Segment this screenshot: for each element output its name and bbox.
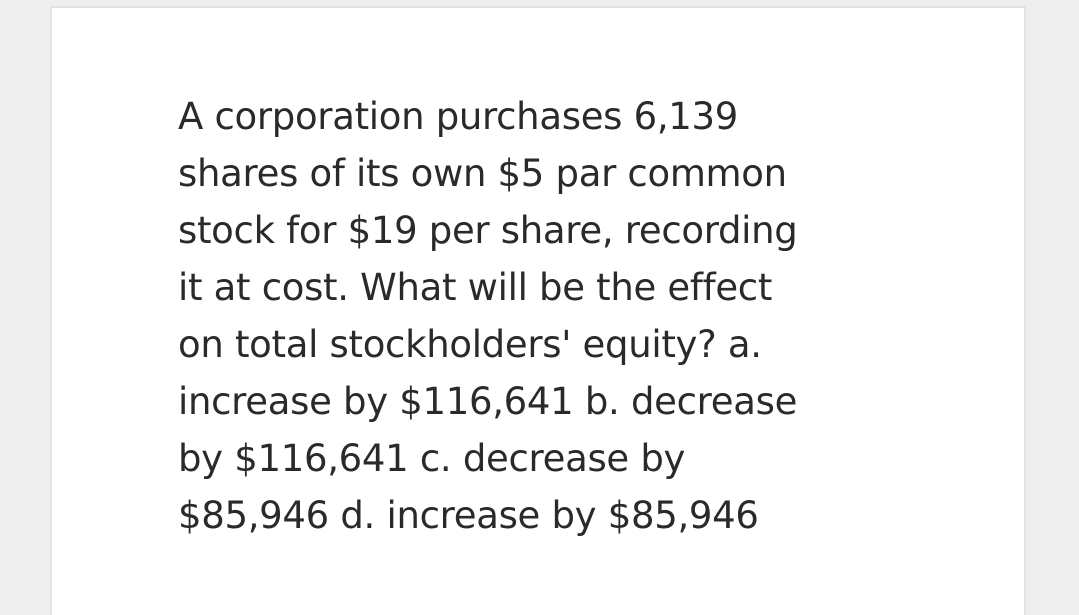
question-line: shares of its own $5 par common xyxy=(178,152,787,195)
question-text xyxy=(178,88,898,544)
question-card xyxy=(50,6,1026,615)
question-line: increase by $116,641 b. decrease xyxy=(178,380,798,423)
question-line: A corporation purchases 6,139 xyxy=(178,95,739,138)
question-line: stock for $19 per share, recording xyxy=(178,209,798,252)
question-line: $85,946 d. increase by $85,946 xyxy=(178,494,759,537)
question-line: by $116,641 c. decrease by xyxy=(178,437,686,480)
question-line: on total stockholders' equity? a. xyxy=(178,323,762,366)
question-line: it at cost. What will be the effect xyxy=(178,266,773,309)
